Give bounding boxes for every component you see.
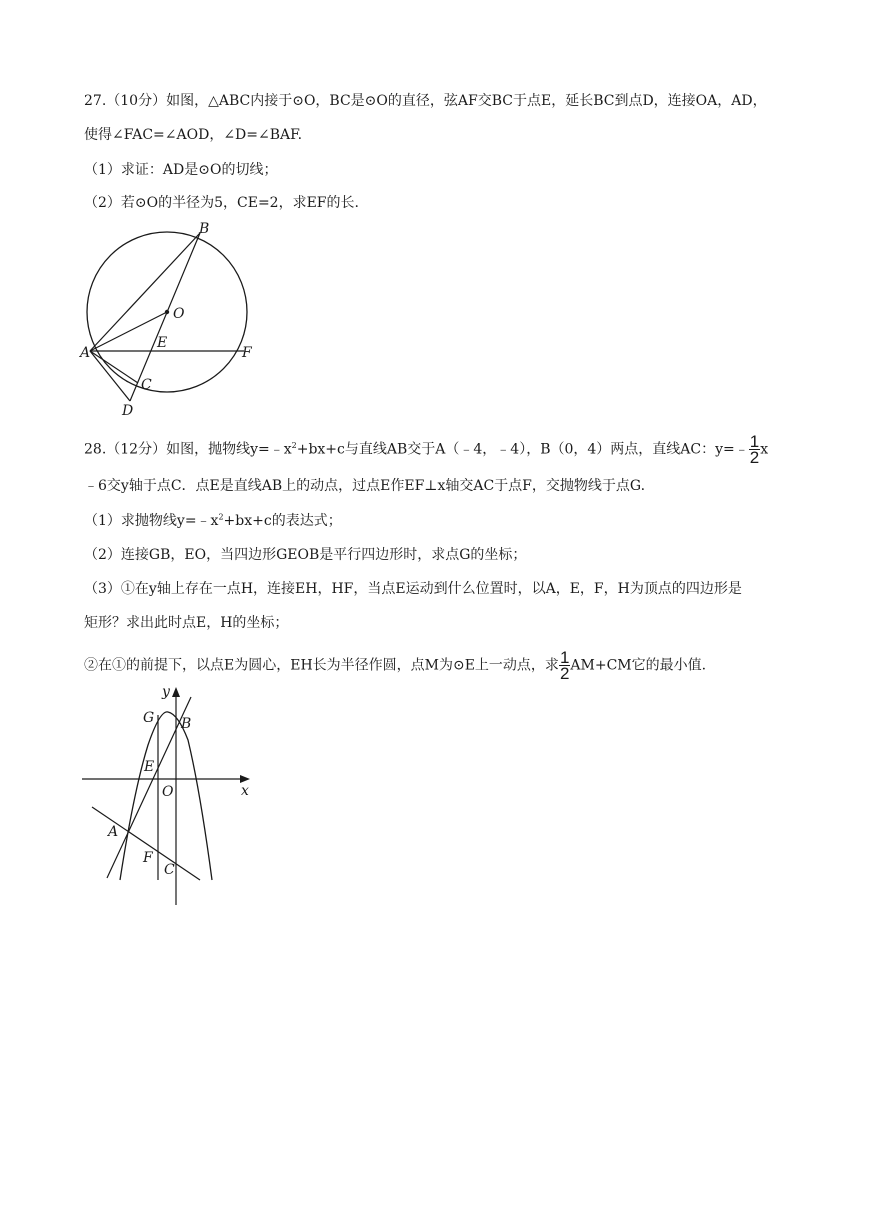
frac-den: 2 [749, 448, 760, 467]
label-c: C [141, 377, 152, 393]
label-x: x [241, 783, 249, 799]
label-c: C [164, 862, 175, 878]
q27-part1: （1）求证：AD是⊙O的切线； [84, 162, 278, 178]
frac2-num: 1 [559, 648, 570, 667]
frac-num: 1 [749, 432, 760, 451]
q28-line2: ﹣6交y轴于点C．点E是直线AB上的动点，过点E作EF⊥x轴交AC于点F，交抛物线于点G. [84, 478, 646, 494]
q28-part1-sup: 2 [218, 512, 224, 522]
q28-part1-a: （1）求抛物线y=﹣x [84, 513, 219, 529]
label-d: D [122, 403, 134, 419]
label-o: O [173, 306, 185, 322]
label-e: E [144, 759, 155, 775]
label-b: B [199, 221, 210, 237]
label-b: B [181, 716, 192, 732]
label-e: E [157, 335, 168, 351]
q28-sup: 2 [291, 440, 297, 450]
q27-part2: （2）若⊙O的半径为5，CE=2，求EF的长. [84, 195, 359, 211]
label-o: O [162, 784, 174, 800]
q28-part3-line3-b: AM+CM它的最小值. [570, 657, 707, 674]
y-axis-arrow [172, 687, 180, 697]
line-ac [92, 807, 200, 880]
label-a: A [80, 345, 91, 361]
q28-part3-line3-a: ②在①的前提下，以点E为圆心，EH长为半径作圆，点M为⊙E上一动点，求 [84, 657, 559, 674]
q27-line2: 使得∠FAC=∠AOD，∠D=∠BAF. [84, 127, 303, 143]
frac2-den: 2 [559, 664, 570, 683]
q28-part1-b: +bx+c的表达式； [223, 513, 342, 529]
label-f: F [143, 850, 153, 866]
q27-line1: 27.（10分）如图，△ABC内接于⊙O，BC是⊙O的直径，弦AF交BC于点E，延长BC到点D，连接OA，AD， [84, 93, 767, 109]
q28-line1-b: +bx+c与直线AB交于A（﹣4，﹣4），B（0，4）两点，直线AC：y=﹣ [296, 441, 749, 458]
label-f: F [242, 345, 252, 361]
label-y: y [162, 684, 170, 700]
x-axis-arrow [240, 775, 250, 783]
q28-part3-line1: （3）①在y轴上存在一点H，连接EH，HF，当点E运动到什么位置时，以A，E，F，H为顶点的四边形是 [84, 581, 742, 597]
q28-part2: （2）连接GB，EO，当四边形GEOB是平行四边形时，求点G的坐标； [84, 547, 527, 563]
q28-part3-line2: 矩形？求出此时点E，H的坐标； [84, 615, 289, 631]
q28-line1-a: 28.（12分）如图，抛物线y=﹣x [84, 441, 292, 458]
label-a: A [108, 824, 119, 840]
label-g: G [143, 710, 155, 726]
q28-line1-c: x [760, 441, 769, 458]
